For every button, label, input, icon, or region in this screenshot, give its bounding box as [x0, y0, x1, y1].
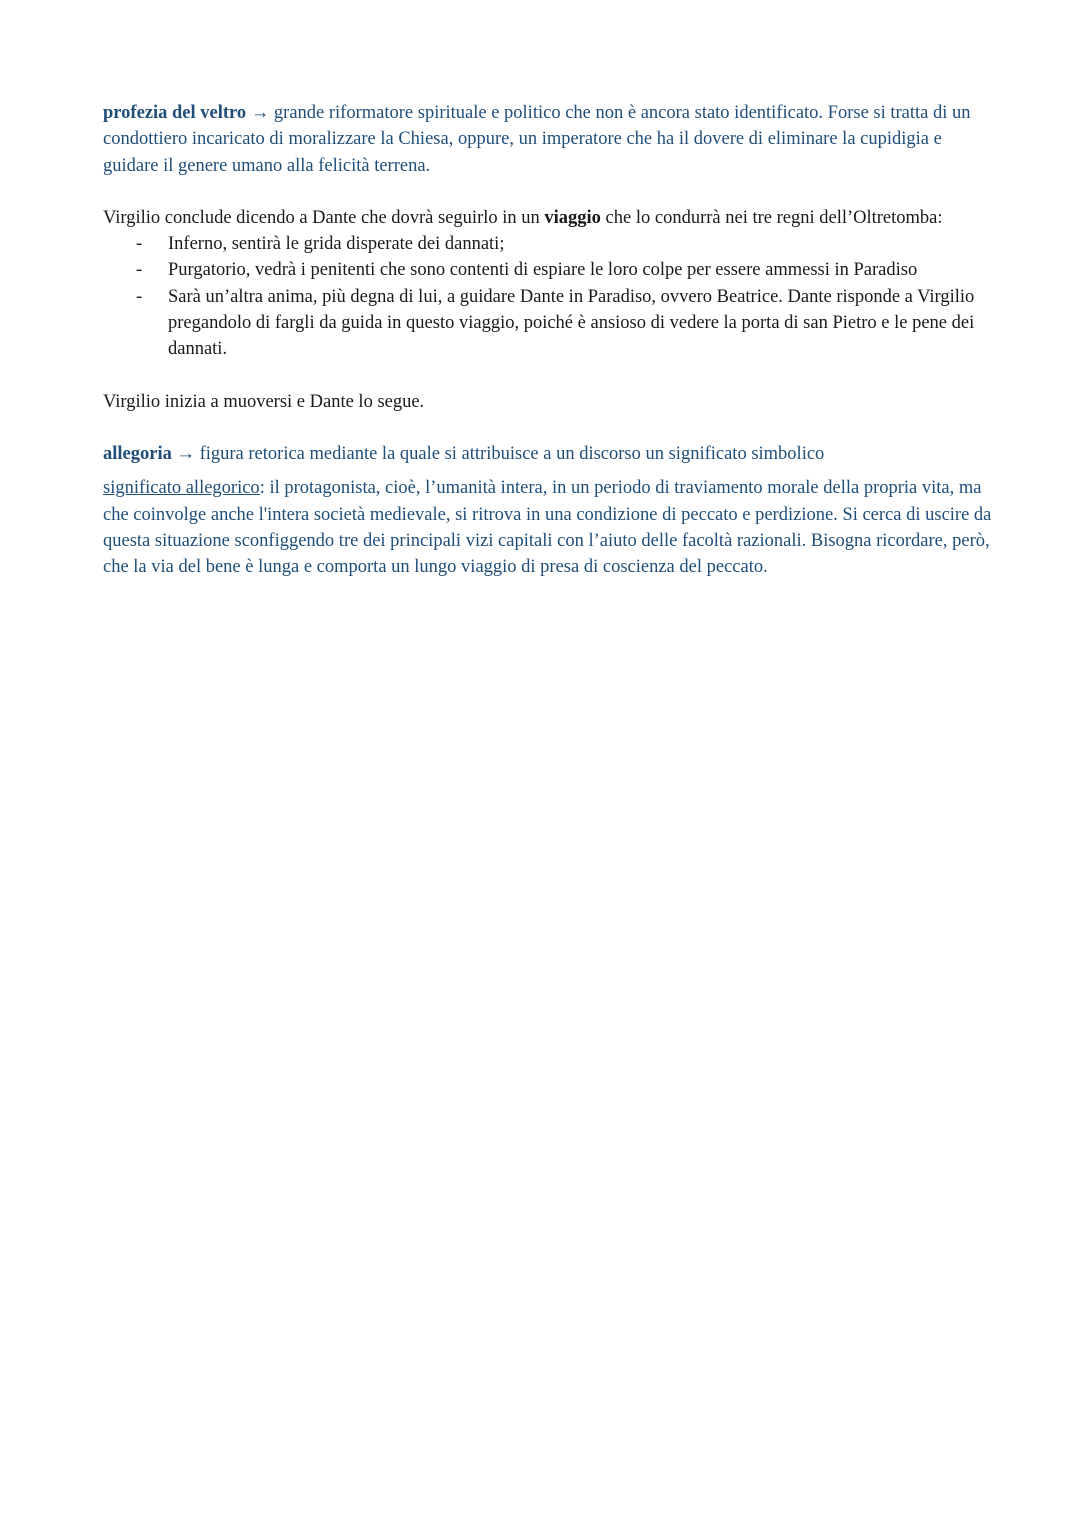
muoversi-paragraph: Virgilio inizia a muoversi e Dante lo segue. [103, 391, 425, 412]
list-item [103, 257, 993, 283]
arrow-icon: → [176, 443, 195, 464]
significato-label: significato allegorico [103, 478, 260, 499]
list-item-text: Sarà un’altra anima, più degna di lui, a guidare Dante in Paradiso, ovvero Beatrice. Dante risponde a Virgilio pregandolo di fargli da guida in questo viaggio, poiché è ansioso di vedere la porta di san Pietro e le pene dei dannati. [168, 286, 975, 360]
dash-bullet: - [136, 286, 143, 307]
viaggio-bold: viaggio [544, 207, 601, 228]
dash-bullet: - [136, 260, 143, 281]
list-item [103, 284, 993, 363]
veltro-paragraph [103, 100, 993, 179]
significato-paragraph [103, 475, 993, 580]
allegoria-paragraph [103, 441, 993, 467]
viaggio-paragraph [103, 205, 993, 231]
allegoria-text: figura retorica mediante la quale si attribuisce a un discorso un significato simbolico [199, 443, 825, 464]
arrow-icon: → [250, 103, 270, 123]
viaggio-after: che lo condurrà nei tre regni dell’Oltretomba: [605, 207, 943, 228]
list-item-text: Purgatorio, vedrà i penitenti che sono contenti di espiare le loro colpe per essere ammessi in Paradiso [168, 260, 918, 281]
list-item-text: Inferno, sentirà le grida disperate dei dannati; [168, 234, 505, 255]
veltro-term: profezia del veltro [103, 103, 247, 123]
regni-list [103, 231, 993, 362]
veltro-text: grande riformatore spirituale e politico che non è ancora stato identificato. Forse si tratta di un condottiero incaricato di moralizzare la Chiesa, oppure, un imperatore che ha il dovere di eliminare la cupidigia e guidare il genere umano alla felicità terrena. [103, 103, 971, 176]
dash-bullet: - [136, 234, 143, 255]
significato-text: : il protagonista, cioè, l’umanità intera, in un periodo di traviamento morale della propria vita, ma che coinvolge anche l'intera società medievale, si ritrova in una condizione di peccato e perdizione. Si cerca di uscire da questa situazione sconfiggendo tre dei principali vizi capitali con l’aiuto delle facoltà razionali. Bisogna ricordare, però, che la via del bene è lunga e comporta un lungo viaggio di presa di coscienza del peccato. [103, 478, 992, 578]
viaggio-before: Virgilio conclude dicendo a Dante che dovrà seguirlo in un [103, 207, 540, 228]
document-page [103, 100, 993, 580]
allegoria-term: allegoria [103, 443, 172, 464]
list-item [103, 231, 993, 257]
